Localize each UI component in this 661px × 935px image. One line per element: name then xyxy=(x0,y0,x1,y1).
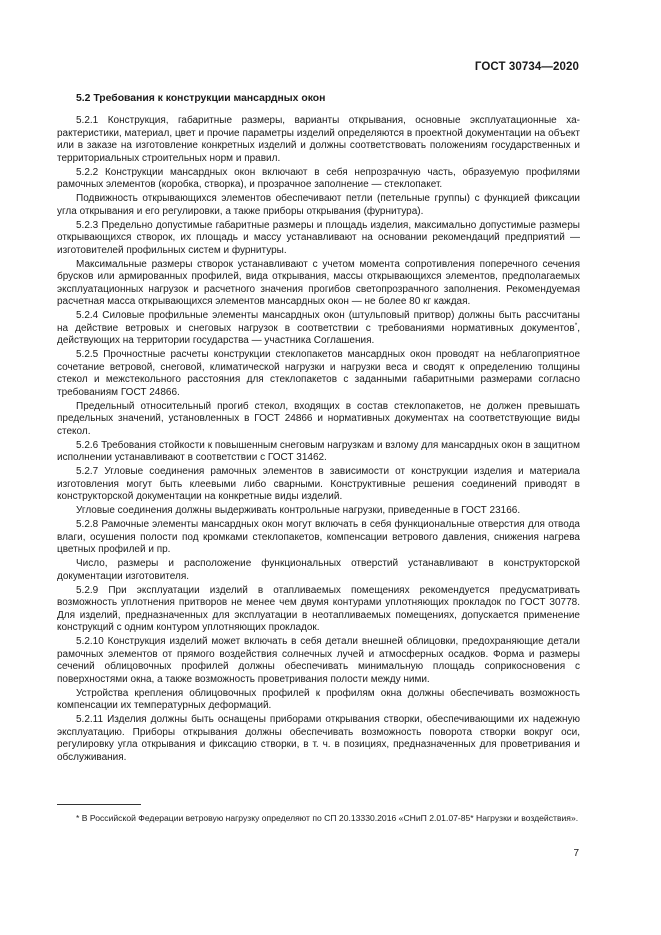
page-number: 7 xyxy=(573,848,579,859)
footnote-separator xyxy=(57,804,141,805)
paragraph-5-2-4-text: 5.2.4 Силовые профильные элементы мансардных окон (штульповый притвор) должны быть рассчитаны на действие ветровых и снеговых нагрузок в соответствии с требованиями нормативных документов xyxy=(57,310,580,334)
paragraph-5-2-3: 5.2.3 Предельно допустимые габаритные размеры и площадь изделия, максимально допустимые размеры открывающихся створок, их площадь и массу устанавливают на основании рекомендаций предприятий — изготовителей профильных систем и фурнитуры. xyxy=(57,219,580,256)
paragraph-hinges: Подвижность открывающихся элементов обеспечивают петли (петельные группы) с функцией фиксации угла открывания и его регулировки, а также приборы открывания (фурнитура). xyxy=(57,193,580,217)
paragraph-cladding-mounts: Устройства крепления облицовочных профилей к профилям окна должны обеспечивать возможность компенсации их температурных деформаций. xyxy=(57,687,580,711)
paragraph-max-sizes: Максимальные размеры створок устанавливают с учетом момента сопротивления поперечного сечения брусков или армированных профилей, вида открывания, массы открывающихся элементов, предполагаемых эксплуатационных нагрузок и расчетного значения прогибов светопрозрачного заполнения. Рекомендуемая расчетная масса открывающихся элементов мансардных окон — не более 80 кг каждая. xyxy=(57,258,580,307)
paragraph-5-2-2: 5.2.2 Конструкции мансардных окон включают в себя непрозрачную часть, образуемую профилями рамочных элементов (коробка, створка), и прозрачное заполнение — стеклопакет. xyxy=(57,166,580,190)
paragraph-holes: Число, размеры и расположение функциональных отверстий устанавливают в конструкторской документации изготовителя. xyxy=(57,558,580,582)
paragraph-5-2-6: 5.2.6 Требования стойкости к повышенным снеговым нагрузкам и взлому для мансардных окон в защитном исполнении устанавливают в соответствии с ГОСТ 31462. xyxy=(57,439,580,463)
footnote: * В Российской Федерации ветровую нагрузку определяют по СП 20.13330.2016 «СНиП 2.01.07-85* Нагрузки и воздействия». xyxy=(76,813,579,823)
paragraph-5-2-5: 5.2.5 Прочностные расчеты конструкции стеклопакетов мансардных окон проводят на неблагоприятное сочетание ветровой, снеговой, климатической нагрузки и нагрузки веса и сводят к определению толщины стекол и межстекольного расстояния для стеклопакетов с заданными габаритными размерами согласно требованиям ГОСТ 24866. xyxy=(57,349,580,398)
paragraph-5-2-4-tail: , действующих на территории государства — участника Соглашения. xyxy=(57,322,580,346)
document-code-header: ГОСТ 30734—2020 xyxy=(474,61,579,73)
paragraph-5-2-4 xyxy=(57,310,580,348)
footnote-marker: * xyxy=(574,321,578,329)
paragraph-corner-loads: Угловые соединения должны выдерживать контрольные нагрузки, приведенные в ГОСТ 23166. xyxy=(76,505,521,516)
paragraph-deflection: Предельный относительный прогиб стекол, входящих в состав стеклопакетов, не должен превышать предельных значений, установленных в ГОСТ 24866 и нормативных документах на соответствующие виды стекол. xyxy=(57,400,580,437)
paragraph-5-2-11: 5.2.11 Изделия должны быть оснащены приборами открывания створки, обеспечивающими их надежную эксплуатацию. Приборы открывания должны обеспечивать возможность поворота створки вокруг оси, регулировку угла открывания и фиксацию створки, в т. ч. в позициях, предназначенных для проветривания и обслуживания. xyxy=(57,714,580,763)
paragraph-5-2-1: 5.2.1 Конструкция, габаритные размеры, варианты открывания, основные эксплуатационные характеристики, материал, цвет и прочие параметры изделий определяются в проектной документации на объект или в заказе на изготовление конкретных изделий и должны соответствовать положениям государственных и территориальных строительных норм и правил. xyxy=(57,115,580,164)
paragraph-5-2-8: 5.2.8 Рамочные элементы мансардных окон могут включать в себя функциональные отверстия для отвода влаги, осушения полости под кромками стеклопакетов, компенсации ветрового давления, снижения нагрева цветных профилей и пр. xyxy=(57,519,580,555)
paragraph-5-2-10: 5.2.10 Конструкция изделий может включать в себя детали внешней облицовки, предохраняющие детали рамочных элементов от прямого воздействия солнечных лучей и атмосферных осадков. Форма и размеры сечений облицовочных профилей должны обеспечивать минимальную площадь соприкосновения с поверхностями окна, а также возможность проветривания полости между ними. xyxy=(57,636,580,685)
paragraph-5-2-9: 5.2.9 При эксплуатации изделий в отапливаемых помещениях рекомендуется предусматривать возможность уплотнения притворов не менее чем двумя контурами уплотняющих прокладок по ГОСТ 30778. Для изделий, предназначенных для эксплуатации в неотапливаемых помещениях, допускается применение конструкций с одним контуром уплотняющих прокладок. xyxy=(57,584,580,633)
paragraph-5-2-7: 5.2.7 Угловые соединения рамочных элементов в зависимости от конструкции изделия и материала изготовления могут быть клеевыми либо сварными. Конструктивные решения соединений приводят в конструкторской документации на конкретные виды изделий. xyxy=(57,466,580,502)
section-heading: 5.2 Требования к конструкции мансардных окон xyxy=(76,93,326,104)
document-body xyxy=(57,92,580,766)
